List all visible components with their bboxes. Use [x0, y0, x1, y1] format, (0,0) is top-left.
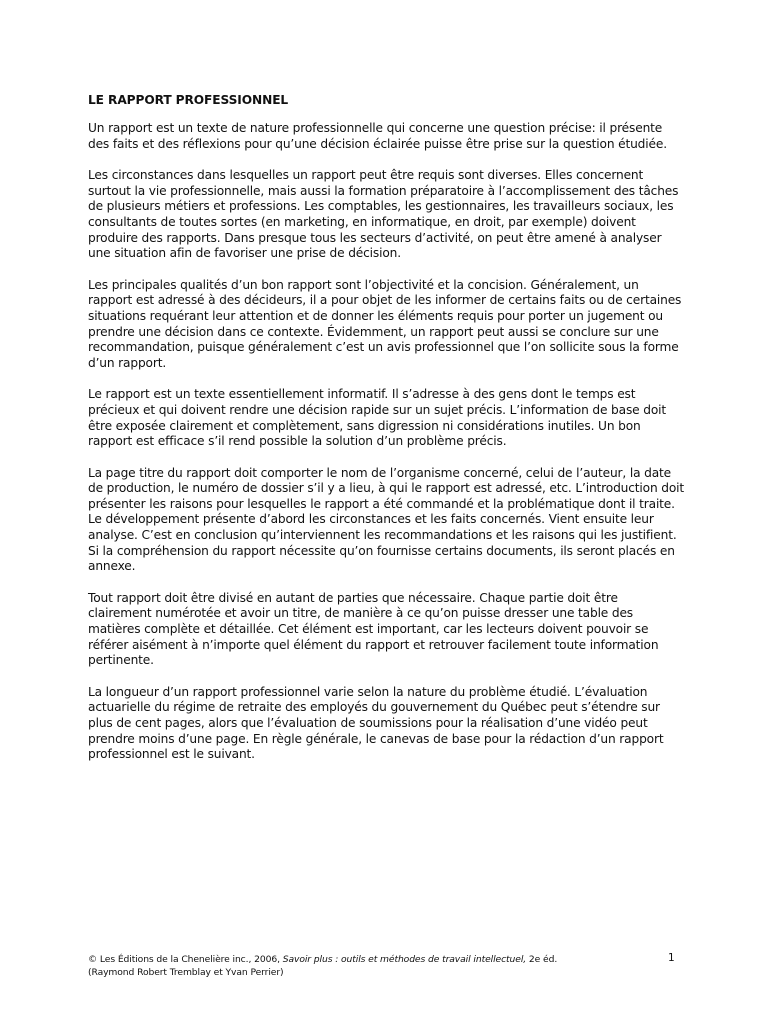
- page-footer: [88, 953, 684, 979]
- page-number: 1: [668, 952, 675, 964]
- paragraph-4: Le rapport est un texte essentiellement informatif. Il s’adresse à des gens dont le temps est précieux et qui doivent rendre une décision rapide sur un sujet précis. L’information de base doit être exposée clairement et complètement, sans digression ni considérations inutiles. Un bon rapport est efficace s’il rend possible la solution d’un problème précis.: [88, 387, 666, 449]
- paragraph-6: Tout rapport doit être divisé en autant de parties que nécessaire. Chaque partie doit être clairement numérotée et avoir un titre, de manière à ce qu’on puisse dresser une table des matières complète et détaillée. Cet élément est important, car les lecteurs doivent pouvoir se référer aisément à n’importe quel élément du rapport et retrouver facilement toute information pertinente.: [88, 590, 659, 668]
- paragraph-1: Un rapport est un texte de nature professionnelle qui concerne une question précise: il présente des faits et des réflexions pour qu’une décision éclairée puisse être prise sur la question étudiée.: [88, 121, 667, 151]
- paragraph-5: La page titre du rapport doit comporter le nom de l’organisme concerné, celui de l’auteur, la date de production, le numéro de dossier s’il y a lieu, à qui le rapport est adressé, etc. L’introduction doit présenter les raisons pour lesquelles le rapport a été commandé et la problématique dont il traite. Le développement présente d’abord les circonstances et les faits concernés. Vient ensuite leur analyse. C’est en conclusion qu’interviennent les recommandations et les raisons qui les justifient. Si la compréhension du rapport nécessite qu’on fournisse certains documents, ils seront placés en annexe.: [88, 465, 685, 574]
- footer-publisher: © Les Éditions de la Chenelière inc., 2006,: [88, 954, 283, 965]
- document-title: LE RAPPORT PROFESSIONNEL: [88, 93, 289, 107]
- footer-book-title: Savoir plus : outils et méthodes de travail intellectuel,: [282, 954, 527, 965]
- document-body: [88, 92, 684, 779]
- paragraph-7: La longueur d’un rapport professionnel varie selon la nature du problème étudié. L’évaluation actuarielle du régime de retraite des employés du gouvernement du Québec peut s’étendre sur plus de cent pages, alors que l’évaluation de soumissions pour la réalisation d’une vidéo peut prendre moins d’une page. En règle générale, le canevas de base pour la rédaction d’un rapport professionnel est le suivant.: [88, 684, 664, 762]
- footer-citation: [88, 953, 684, 966]
- paragraph-2: Les circonstances dans lesquelles un rapport peut être requis sont diverses. Elles concernent surtout la vie professionnelle, mais aussi la formation préparatoire à l’accomplissement des tâches de plusieurs métiers et professions. Les comptables, les gestionnaires, les travailleurs sociaux, les consultants de toutes sortes (en marketing, en informatique, en droit, par exemple) doivent produire des rapports. Dans presque tous les secteurs d’activité, on peut être amené à analyser une situation afin de favoriser une prise de décision.: [88, 168, 679, 261]
- footer-authors: (Raymond Robert Tremblay et Yvan Perrier): [88, 967, 284, 978]
- footer-edition: 2e éd.: [526, 954, 558, 965]
- paragraph-3: Les principales qualités d’un bon rapport sont l’objectivité et la concision. Généralement, un rapport est adressé à des décideurs, il a pour objet de les informer de certains faits ou de certaines situations requérant leur attention et de donner les éléments requis pour porter un jugement ou prendre une décision dans ce contexte. Évidemment, un rapport peut aussi se conclure sur une recommandation, puisque généralement c’est un avis professionnel que l’on sollicite sous la forme d’un rapport.: [88, 277, 682, 370]
